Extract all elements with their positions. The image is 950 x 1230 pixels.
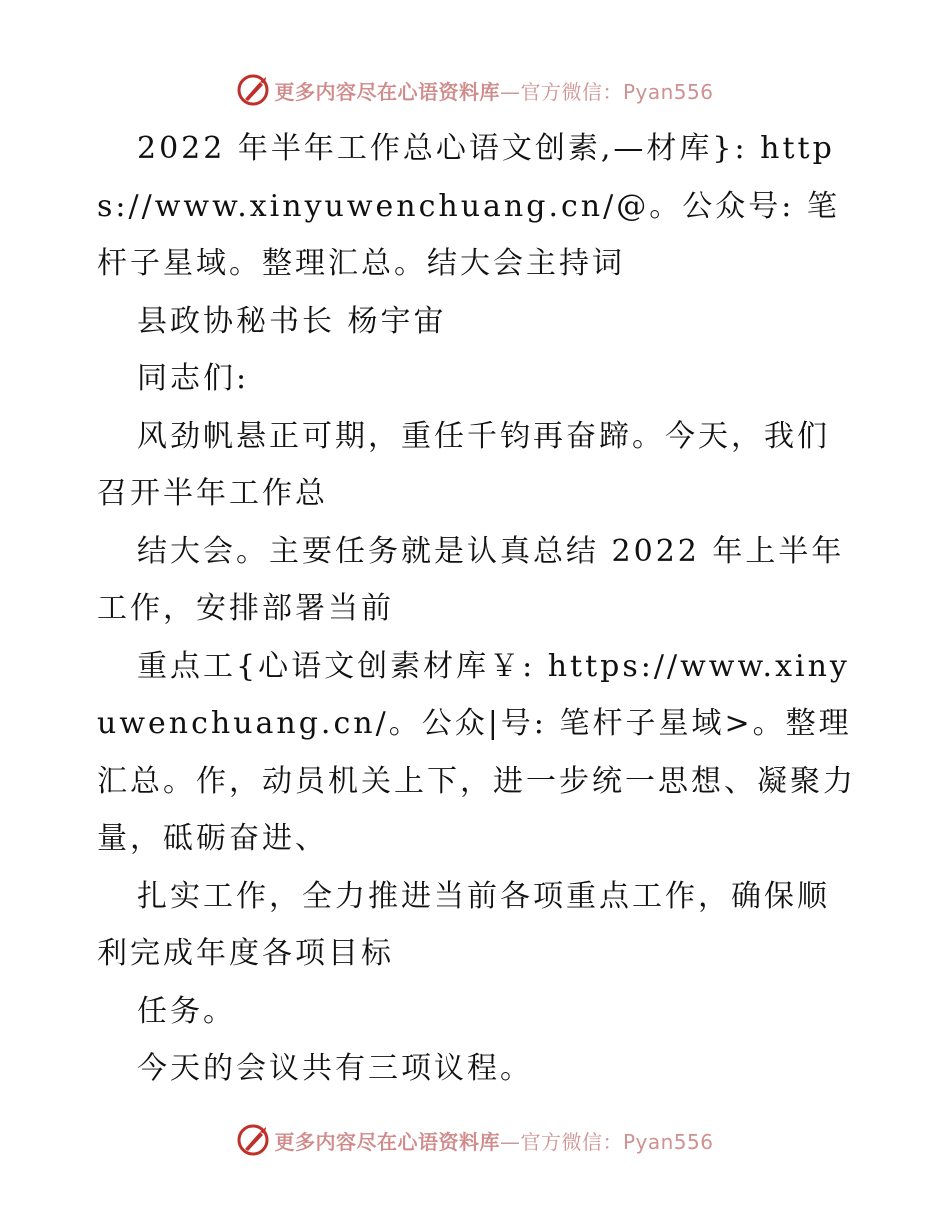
quill-logo-icon xyxy=(236,73,270,107)
quill-logo-icon xyxy=(236,1123,270,1157)
paragraph-agenda: 今天的会议共有三项议程。 xyxy=(137,1051,533,1086)
paragraph-title: 2022 年半年工作总心语文创素,—材库}: https://www.xinyuwenchuang.cn/@。公众号: 笔杆子星域。整理汇总。结大会主持词 xyxy=(97,131,840,281)
paragraph-salutation: 同志们: xyxy=(137,361,250,396)
paragraph-speaker: 县政协秘书长 杨宇宙 xyxy=(137,303,447,339)
banner-dash: — xyxy=(499,79,521,104)
banner-dash: — xyxy=(499,1129,521,1154)
paragraph-goals: 扎实工作，全力推进当前各项重点工作，确保顺利完成年度各项目标 xyxy=(97,878,830,971)
paragraph-focus: 重点工{心语文创素材库￥: https://www.xinyuwenchuang.cn/。公众|号: 笔杆子星域>。整理汇总。作，动员机关上下，进一步统一思想、凝聚力量，砥砺奋进、 xyxy=(97,648,856,856)
paragraph-opening: 风劲帆悬正可期，重任千钧再奋蹄。今天，我们召开半年工作总 xyxy=(97,418,830,511)
watermark-banner-top xyxy=(0,70,950,110)
paragraph-task: 结大会。主要任务就是认真总结 2022 年上半年工作，安排部署当前 xyxy=(97,533,845,626)
paragraph-task-end: 任务。 xyxy=(137,993,236,1029)
banner-sub-text: 官方微信：Pyan556 xyxy=(520,1129,714,1154)
banner-main-text: 更多内容尽在心语资料库 xyxy=(274,1129,500,1154)
banner-main-text: 更多内容尽在心语资料库 xyxy=(274,79,500,104)
banner-sub-text: 官方微信：Pyan556 xyxy=(520,79,714,104)
document-body xyxy=(97,120,857,1098)
watermark-banner-bottom xyxy=(0,1120,950,1160)
